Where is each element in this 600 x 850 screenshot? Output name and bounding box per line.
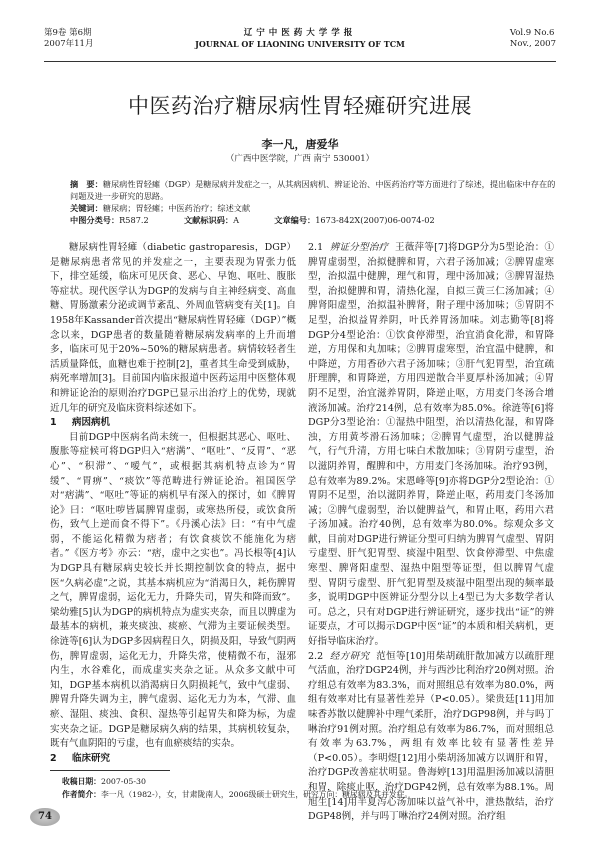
running-header: [44, 28, 556, 62]
journal-name-en: JOURNAL OF LIAONING UNIVERSITY OF TCM: [195, 39, 405, 49]
header-rule: [44, 61, 556, 62]
author-bio: 作者简介：李一凡（1982-），女，甘肃陇南人，2006级硕士研究生，研究方向：糖尿病及其并发症。: [62, 790, 413, 799]
section-2-1-text: 王薇萍等[7]将DGP分为5型论治：①脾胃虚弱型，治拟健脾和胃，六君子汤加减；②脾胃虚寒型，治拟温中健脾，理气和胃，理中汤加减；③脾胃湿热型，治拟健脾和胃，清热化湿，自拟三黄三仁汤加减；④脾肾阳虚型，治拟温补脾肾，附子理中汤加味；⑤胃阴不足型，治拟益胃养阴，叶氏养胃汤加味。刘志勤等[8]将DGP分4型论治：①饮食停滞型，治宜消食化滞，和胃降逆，方用保和丸加味；②脾胃虚寒型，治宜温中健脾，和中降逆，方用香砂六君子汤加味；③肝气犯胃型，治宜疏肝理脾，和胃降逆，方用四逆散合半夏厚朴汤加减；④胃阴不足型，治宜滋养胃阴，降逆止呕，方用麦门冬汤合增液汤加减。治疗214例，总有效率为85.0%。徐涟等[6]将DGP分3型论治：①湿热中阻型，治以清热化湿，和胃降浊，方用黄芩滑石汤加味；②脾胃气虚型，治以健脾益气，行气升清，方用七味白术散加味；③胃阴亏虚型，治以滋阴养胃，醒脾和中，方用麦门冬汤加味。治疗93例，总有效率为89.2%。宋恩峰等[9]亦将DGP分2型论治：①胃阴不足型，治以滋阴养胃，降逆止呕，药用麦门冬汤加减；②脾气虚弱型，治以健脾益气，和胃止呕，药用六君子汤加减。治疗40例，总有效率为80.0%。综观众多文献，目前对DGP进行辨证分型可归纳为脾胃气虚型、胃阴亏虚型、肝气犯胃型、痰湿中阻型、饮食停滞型、中焦虚寒型、脾肾阳虚型、湿热中阻型等证型，但以脾胃气虚型、胃阴亏虚型、肝气犯胃型及痰湿中阻型出现的频率最多，说明DGP中医辨证分型分以上4型已为大多数学者认可。总之，只有对DGP进行辨证研究，逐步找出“证”的辨证要点，才可以揭示DGP中医“证”的本质和相关病机，更好指导临床治疗。: [308, 242, 554, 648]
section-2-2-title: 经方研究: [329, 650, 370, 662]
volume-issue-en: Vol.9 No.6: [509, 28, 555, 38]
keywords-text: 糖尿病；胃轻瘫；中医药治疗；综述文献: [102, 203, 251, 213]
abstract: [58, 178, 556, 202]
article-authors: 李一凡，唐爱华: [261, 138, 339, 151]
abstract-label: 摘 要：: [70, 179, 103, 189]
abstract-text: 糖尿病性胃轻瘫（DGP）是糖尿病并发症之一，从其病因病机、辨证论治、中医药治疗等方面进行了综述，提出临床中存在的问题及进一步研究的思路。: [70, 179, 556, 201]
page-number: 74: [30, 808, 60, 826]
date-cn: 2007年11月: [44, 39, 94, 49]
doc-code-label: 文献标识码：: [183, 215, 234, 225]
section-2-2-text: 范恒等[10]用柴胡疏肝散加减方以疏肝理气活血，治疗DGP24例，并与西沙比利治疗20例对照。治疗组总有效率为83.3%，而对照组总有效率为80.0%，两组有效率对比有显著性差异（P<0.05）。梁贵廷[11]用加味香苏散以健脾补中理气柔肝，治疗DGP98例，并与吗丁啉治疗91例对照。治疗组总有效率为86.7%，而对照组总有效率为63.7%，两组有效率比较有显著性差异（P<0.05）。李明煜[12]用小柴胡汤加减方以调肝和胃，治疗DGP改善症状明显。鲁海婷[13]用温胆汤加减以清胆和胃，除痰止呕，治疗DGP42例，总有效率为88.1%。周旭生[14]用半夏泻心汤加味以益气补中，泄热散结，治疗DGP48例，并与吗丁啉治疗24例对照。治疗组: [308, 650, 554, 823]
doc-code-value: A: [233, 215, 240, 225]
article-no-value: 1673-842X(2007)06-0074-02: [315, 215, 435, 225]
abstract-block: [58, 178, 556, 226]
keywords-label: 关键词：: [70, 203, 103, 213]
body-column-right: [308, 241, 554, 825]
section-1-paragraph: 目前DGP中医病名尚未统一，但根据其恶心、呕吐、腹胀等症候可将DGP归入“痞满”、“呕吐”、“反胃”、“恶心”、“积滞”、“嗳气”，或根据其病机特点诊为“胃缓”、“胃痹”、“痰饮”等范畴进行辨证论治。祖国医学对“痞满”、“呕吐”等证的病机早有深入的探讨，如《脾胃论》曰：“呕吐哕皆属脾胃虚弱，或寒热所侵，或饮食所伤，致气上逆而食不得下”。《丹溪心法》曰：“有中气虚弱，不能运化精微为痞者；有饮食痰饮不能施化为痞者。”《医方考》亦云：“痞，虚中之实也”。冯长根等[4]认为DGP具有糖尿病史较长并长期控制饮食的特点，据中医“久病必虚”之说，其基本病机应为“消渴日久，耗伤脾胃之气，脾胃虚弱，运化无力，升降失司，胃失和降而致”。梁幼雅[5]认为DGP的病机特点为虚实夹杂，而且以脾虚为最基本的病机，兼夹痰浊、痰瘀、气滞为主要证候类型。徐涟等[6]认为DGP多因病程日久，阴损及阳，导致气阴两伤，脾胃虚弱，运化无力，升降失常，使精微不布，湿邪内生，水谷难化，而成虚实夹杂之证。从众多文献中可知，DGP基本病机以消渴病日久阴损耗气，致中气虚弱、脾胃升降失调为主，脾气虚弱、运化无力为本，气滞、血瘀、湿阻、痰浊、食积、湿热等引起胃失和降为标，为虚实夹杂之证。DGP是糖尿病久病的结果，其病机较复杂，既有气血阴阳的亏虚，也有血瘀痰结的实杂。: [50, 431, 296, 750]
volume-issue-cn: 第9卷 第6期: [44, 28, 92, 38]
header-center: [44, 28, 556, 50]
header-right: [510, 28, 556, 50]
footnote-rule: [50, 770, 170, 771]
section-2-1-paragraph: 2.1 辨证分型治疗 王薇萍等[7]将DGP分为5型论治：①脾胃虚弱型，治拟健脾和胃，六君子汤加减；②脾胃虚寒型，治拟温中健脾，理气和胃，理中汤加减；③脾胃湿热型，治拟健脾和胃，清热化湿，自拟三黄三仁汤加减；④脾肾阳虚型，治拟温补脾肾，附子理中汤加味；⑤胃阴不足型，治拟益胃养阴，叶氏养胃汤加味。刘志勤等[8]将DGP分4型论治：①饮食停滞型，治宜消食化滞，和胃降逆，方用保和丸加味；②脾胃虚寒型，治宜温中健脾，和中降逆，方用香砂六君子汤加味；③肝气犯胃型，治宜疏肝理脾，和胃降逆，方用四逆散合半夏厚朴汤加减；④胃阴不足型，治宜滋养胃阴，降逆止呕，方用麦门冬汤合增液汤加减。治疗214例，总有效率为85.0%。徐涟等[6]将DGP分3型论治：①湿热中阻型，治以清热化湿，和胃降浊，方用黄芩滑石汤加味；②脾胃气虚型，治以健脾益气，行气升清，方用七味白术散加味；③胃阴亏虚型，治以滋阴养胃，醒脾和中，方用麦门冬汤加味。治疗93例，总有效率为89.2%。宋恩峰等[9]亦将DGP分2型论治：①胃阴不足型，治以滋阴养胃，降逆止呕，药用麦门冬汤加减；②脾气虚弱型，治以健脾益气，和胃止呕，药用六君子汤加减。治疗40例，总有效率为80.0%。综观众多文献，目前对DGP进行辨证分型可归纳为脾胃气虚型、胃阴亏虚型、肝气犯胃型、痰湿中阻型、饮食停滞型、中焦虚寒型、脾肾阳虚型、湿热中阻型等证型，但以脾胃气虚型、胃阴亏虚型、肝气犯胃型及痰湿中阻型出现的频率最多，说明DGP中医辨证分型分以上4型已为大多数学者认可。总之，只有对DGP进行辨证研究，逐步找出“证”的辨证要点，才可以揭示DGP中医“证”的本质和相关病机，更好指导临床治疗。: [308, 242, 554, 648]
classification-line: [58, 214, 556, 226]
journal-name-cn: 辽宁中医药大学学报: [243, 28, 357, 38]
body-column-left: [50, 241, 296, 766]
clc-label: 中图分类号：: [70, 215, 120, 225]
date-en: Nov., 2007: [509, 39, 556, 49]
received-date: 收稿日期：2007-05-30: [62, 777, 146, 786]
section-2-2-paragraph: 2.2 经方研究 范恒等[10]用柴胡疏肝散加减方以疏肝理气活血，治疗DGP24例，并与西沙比利治疗20例对照。治疗组总有效率为83.3%，而对照组总有效率为80.0%，两组有效率对比有显著性差异（P<0.05）。梁贵廷[11]用加味香苏散以健脾补中理气柔肝，治疗DGP98例，并与吗丁啉治疗91例对照。治疗组总有效率为86.7%，而对照组总有效率为63.7%，两组有效率比较有显著性差异（P<0.05）。李明煜[12]用小柴胡汤加减方以调肝和胃，治疗DGP改善症状明显。鲁海婷[13]用温胆汤加减以清胆和胃，除痰止呕，治疗DGP42例，总有效率为88.1%。周旭生[14]用半夏泻心汤加味以益气补中，泄热散结，治疗DGP48例，并与吗丁啉治疗24例对照。治疗组: [308, 650, 554, 823]
clc-value: R587.2: [119, 215, 149, 225]
keywords: [58, 202, 556, 214]
footnote: [62, 775, 412, 801]
article-title: 中医药治疗糖尿病性胃轻瘫研究进展: [128, 94, 472, 118]
intro-paragraph: 糖尿病性胃轻瘫（diabetic gastroparesis，DGP）是糖尿病患者常见的并发症之一，主要表现为胃张力低下，排空延缓，临床可见厌食、恶心、早饱、呕吐、腹胀等症状。现代医学认为DGP的发病与自主神经病变、高血糖、胃肠激素分泌或调节紊乱、外周血管病变有关[1]。自1958年Kassander首次提出“糖尿病性胃轻瘫（DGP）”概念以来，DGP患者的数量随着糖尿病发病率的上升而增多，临床可见于20%~50%的糖尿病患者。病情较轻者生活质量降低，血糖也难于控制[2]，重者其生命受到威胁，病死率增加[3]。目前国内临床报道中医药运用中医整体观和辨证论治的原则治疗DGP已显示出治疗上的优势，现就近几年的研究及临床资料综述如下。: [50, 242, 296, 414]
section-2-1-title: 辨证分型治疗: [329, 242, 389, 253]
section-2-heading: 2 临床研究: [50, 752, 111, 764]
section-1-heading: 1 病因病机: [50, 417, 111, 429]
article-no-label: 文章编号：: [274, 215, 316, 225]
author-affiliation: （广西中医学院，广西 南宁 530001）: [225, 154, 375, 164]
